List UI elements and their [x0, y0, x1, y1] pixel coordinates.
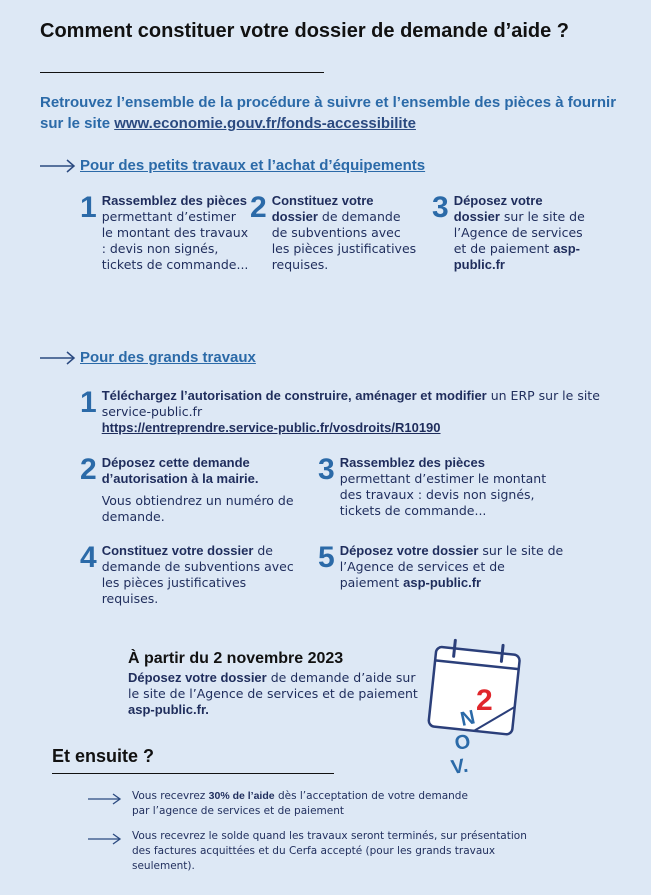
- step-number: 4: [80, 541, 97, 574]
- step-number: 5: [318, 541, 335, 574]
- calendar-icon: [418, 632, 528, 782]
- november-text: Déposez votre dossier de demande d’aide sur le site de l’Agence de services et de paiement asp-public.fr.: [128, 670, 418, 717]
- service-public-link[interactable]: https://entreprendre.service-public.fr/vosdroits/R10190: [101, 420, 441, 435]
- step-number: 2: [250, 191, 267, 224]
- step-text: Constituez votre dossier de demande de subventions avec les pièces justificatives requises.: [271, 193, 417, 272]
- calendar-day: 2: [476, 684, 493, 717]
- arrow-right-icon: [88, 833, 122, 845]
- step-text: Rassemblez des pièces permettant d’estimer le montant des travaux : devis non signés, tickets de commande...: [339, 455, 547, 518]
- then-bullet-1: [88, 789, 488, 819]
- big-step-4: [80, 543, 305, 607]
- big-step-2: [80, 455, 305, 525]
- november-title: À partir du 2 novembre 2023: [128, 650, 344, 667]
- calendar-letter: N: [458, 706, 478, 731]
- step-number: 2: [80, 453, 97, 486]
- step-number: 3: [432, 191, 449, 224]
- big-step-5: [318, 543, 568, 591]
- step-text: Constituez votre dossier de demande de subventions avec les pièces justificatives requises.: [101, 543, 294, 606]
- bullet-text: Vous recevrez 30% de l’aide dès l’acceptation de votre demande par l’agence de services et de paiement: [132, 790, 468, 817]
- intro-text: Retrouvez l’ensemble de la procédure à suivre et l’ensemble des pièces à fournir sur le site: [40, 94, 617, 132]
- calendar-letter: V.: [449, 754, 470, 779]
- section-heading-label: Pour des petits travaux et l’achat d’équipements: [80, 157, 426, 174]
- intro-link[interactable]: www.economie.gouv.fr/fonds-accessibilite: [114, 115, 416, 132]
- big-step-1: [80, 388, 600, 436]
- november-notice: [128, 650, 418, 718]
- calendar-letter: O: [453, 730, 473, 755]
- step-number: 1: [80, 386, 97, 419]
- step-text: Téléchargez l’autorisation de construire, aménager et modifier un ERP sur le site service-public.fr https://entreprendre.service-public.fr/vosdroits/R10190: [101, 388, 600, 435]
- title-underline: [40, 72, 324, 73]
- small-step-2: [250, 193, 420, 273]
- small-step-1: [80, 193, 250, 273]
- arrow-right-icon: [88, 793, 122, 805]
- step-number: 3: [318, 453, 335, 486]
- arrow-right-icon: [40, 351, 76, 365]
- then-underline: [52, 773, 334, 774]
- bullet-text: Vous recevrez le solde quand les travaux seront terminés, sur présentation des factures acquittées et du Cerfa accepté (pour les grands travaux seulement).: [132, 830, 527, 872]
- arrow-right-icon: [40, 159, 76, 173]
- then-heading: Et ensuite ?: [52, 746, 155, 766]
- small-step-3: [432, 193, 592, 273]
- page-title: Comment constituer votre dossier de demande d’aide ?: [40, 20, 570, 42]
- section-heading-label: Pour des grands travaux: [80, 349, 256, 366]
- intro-paragraph: [40, 92, 640, 134]
- step-text: Déposez votre dossier sur le site de l’Agence de services et de paiement asp-public.fr: [339, 543, 564, 590]
- section-heading-big-works: [40, 349, 256, 366]
- section-heading-small-works: [40, 157, 425, 174]
- step-text: Déposez votre dossier sur le site de l’Agence de services et de paiement asp-public.fr: [453, 193, 585, 272]
- big-step-3: [318, 455, 558, 519]
- step-text: Déposez cette demande d’autorisation à la mairie. Vous obtiendrez un numéro de demande.: [101, 455, 294, 524]
- then-bullet-2: [88, 829, 528, 874]
- step-number: 1: [80, 191, 97, 224]
- step-text: Rassemblez des pièces permettant d’estimer le montant des travaux : devis non signés, tickets de commande...: [101, 193, 249, 272]
